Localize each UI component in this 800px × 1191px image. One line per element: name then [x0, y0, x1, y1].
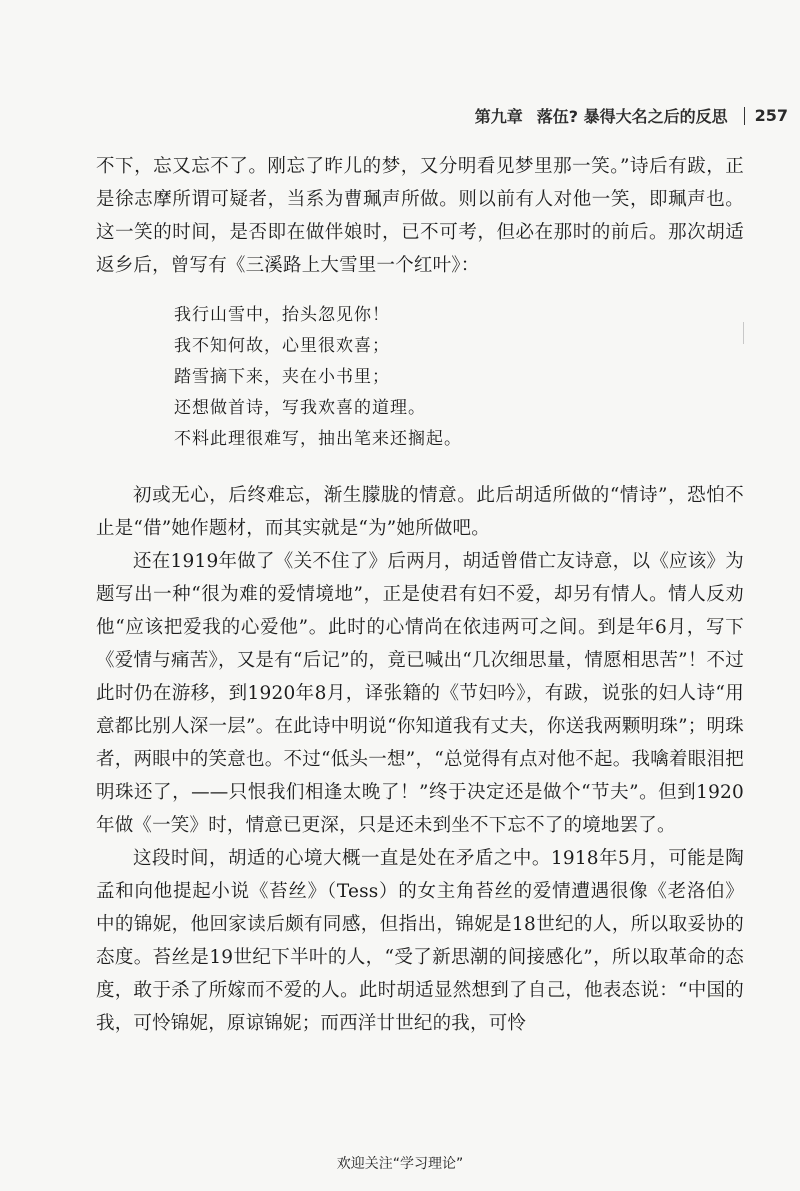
poem-line: 还想做首诗，写我欢喜的道理。 [174, 398, 426, 418]
paragraph: 还在1919年做了《关不住了》后两月，胡适曾借亡友诗意，以《应该》为题写出一种“很为难的爱情境地”，正是使君有妇不爱，却另有情人。情人反劝他“应该把爱我的心爱他”。此时的心情尚在依违两可之间。到是年6月，写下《爱情与痛苦》，又是有“后记”的，竟已喊出“几次细思量，情愿相思苦”！不过此时仍在游移，到1920年8月，译张籍的《节妇吟》，有跋，说张的妇人诗“用意都比别人深一层”。在此诗中明说“你知道我有丈夫，你送我两颗明珠”；明珠者，两眼中的笑意也。不过“低头一想”，“总觉得有点对他不起。我噙着眼泪把明珠还了，——只恨我们相逢太晚了！”终于决定还是做个“节夫”。但到1920年做《一笑》时，情意已更深，只是还未到坐不下忘不了的境地罢了。 [96, 551, 744, 836]
footer-note: 欢迎关注“学习理论” [336, 1156, 464, 1172]
page-number: 257 [754, 106, 788, 125]
poem-line: 我行山雪中，抬头忽见你！ [174, 305, 390, 325]
poem-line: 我不知何故，心里很欢喜； [174, 336, 390, 356]
poem-line: 踏雪摘下来，夹在小书里； [174, 367, 390, 387]
chapter-title: 落伍? 暴得大名之后的反思 [536, 107, 728, 126]
header-divider [744, 107, 745, 125]
page-body [96, 150, 744, 1040]
paragraph: 这段时间，胡适的心境大概一直是处在矛盾之中。1918年5月，可能是陶孟和向他提起小说《苔丝》（Tess）的女主角苔丝的爱情遭遇很像《老洛伯》中的锦妮，他回家读后颇有同感，但指出，锦妮是18世纪的人，所以取妥协的态度。苔丝是19世纪下半叶的人，“受了新思潮的间接感化”，所以取革命的态度，敢于杀了所嫁而不爱的人。此时胡适显然想到了自己，他表态说：“中国的我，可怜锦妮，原谅锦妮；而西洋廿世纪的我，可怜 [96, 848, 744, 1034]
chapter-label: 第九章 [474, 107, 523, 126]
running-header [475, 104, 788, 127]
poem-block [174, 300, 744, 455]
paragraph: 不下，忘又忘不了。刚忘了昨儿的梦，又分明看见梦里那一笑。”诗后有跋，正是徐志摩所谓可疑者，当系为曹珮声所做。则以前有人对他一笑，即珮声也。这一笑的时间，是否即在做伴娘时，已不可考，但必在那时的前后。那次胡适返乡后，曾写有《三溪路上大雪里一个红叶》： [96, 156, 744, 276]
poem-line: 不料此理很难写，抽出笔来还搁起。 [174, 429, 462, 449]
paragraph: 初或无心，后终难忘，渐生朦胧的情意。此后胡适所做的“情诗”，恐怕不止是“借”她作题材，而其实就是“为”她所做吧。 [96, 485, 744, 539]
